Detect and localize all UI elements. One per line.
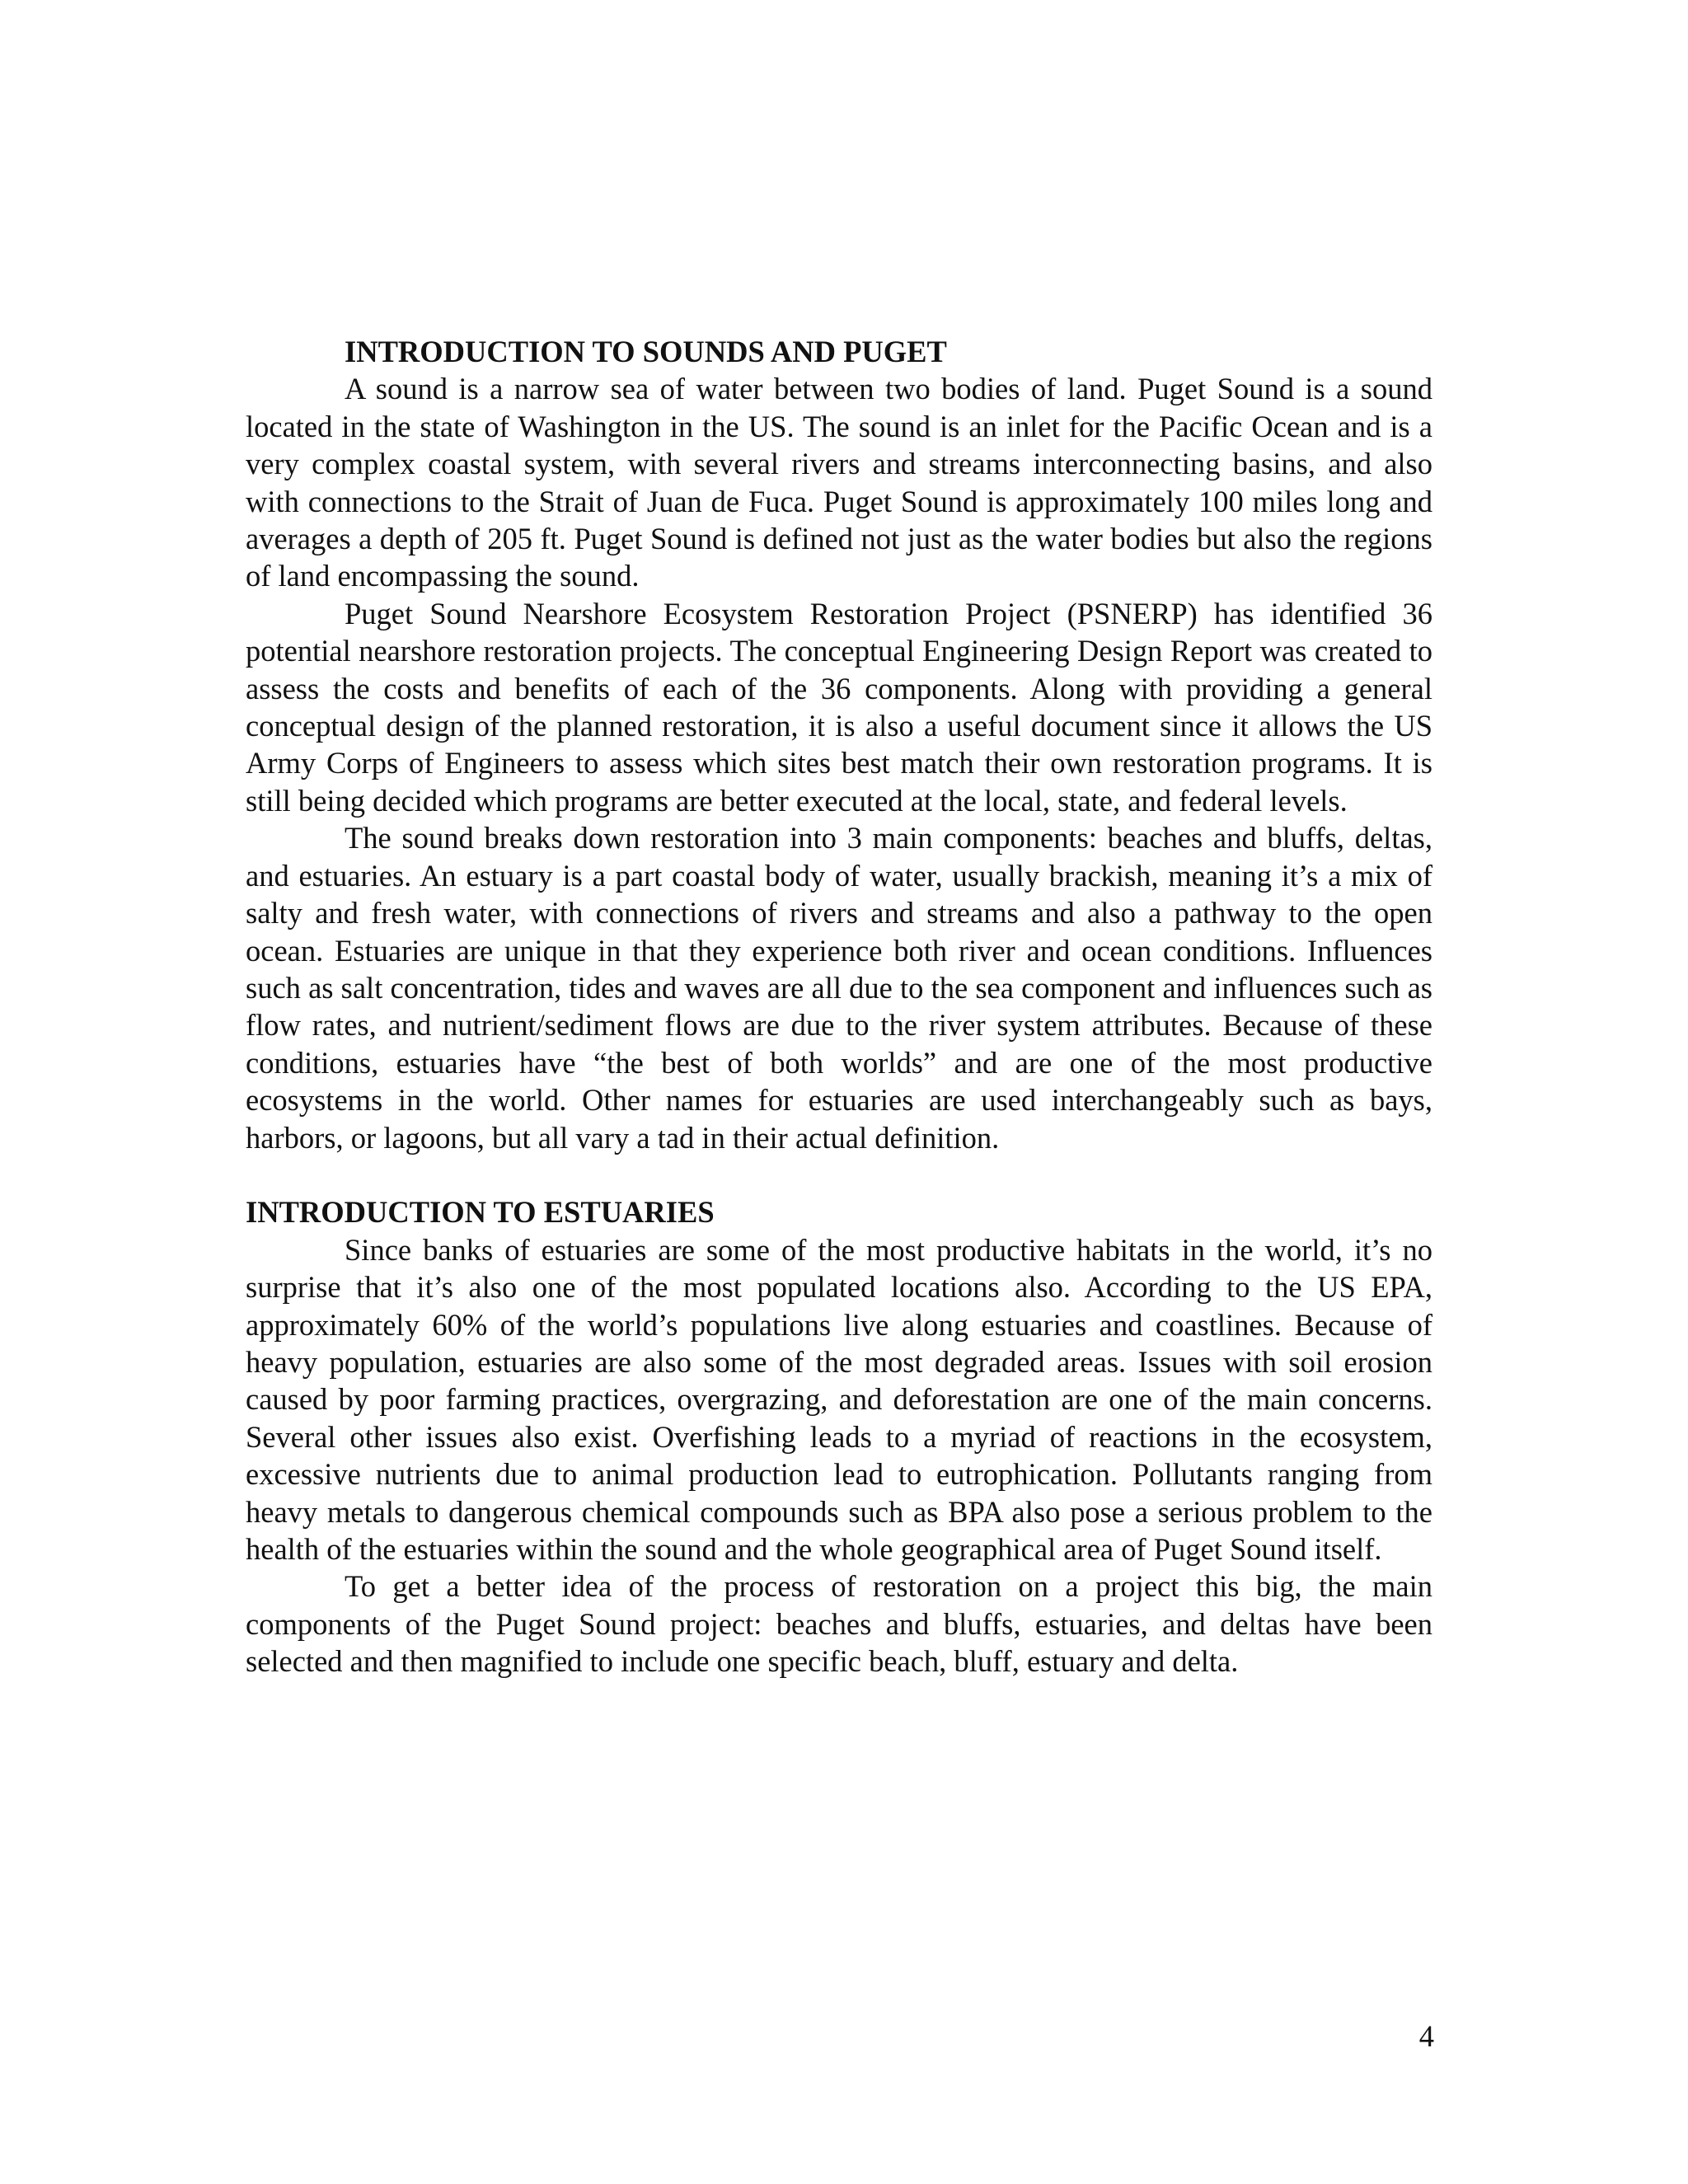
page-content [246,333,1432,1680]
section-heading-estuaries: INTRODUCTION TO ESTUARIES [246,1195,715,1230]
section-heading-sounds: INTRODUCTION TO SOUNDS AND PUGET [345,335,947,368]
page-number: 4 [1418,2019,1434,2053]
paragraph-restoration-components: The sound breaks down restoration into 3 main components: beaches and bluffs, deltas, and estuaries. An estuary is a part coastal body of water, usually brackish, meaning it’s a mix of salty and fresh water, with connections of rivers and streams and also a pathway to the open ocean. Estuaries are unique in that they experience both river and ocean conditions. Influences such as salt concentration, tides and waves are all due to the sea component and influences such as flow rates, and nutrient/sediment flows are due to the river system attributes. Because of these conditions, estuaries have “the best of both worlds” and are one of the most productive ecosystems in the world. Other names for estuaries are used interchangeably such as bays, harbors, or lagoons, but all vary a tad in their actual definition. [246,821,1432,1155]
paragraph-restoration-process: To get a better idea of the process of restoration on a project this big, the main components of the Puget Sound project: beaches and bluffs, estuaries, and deltas have been selected and then magnified to include one specific beach, bluff, estuary and delta. [246,1569,1432,1679]
paragraph-estuary-issues: Since banks of estuaries are some of the most productive habitats in the world, it’s no surprise that it’s also one of the most populated locations also. According to the US EPA, approximately 60% of the world’s populations live along estuaries and coastlines. Because of heavy population, estuaries are also some of the most degraded areas. Issues with soil erosion caused by poor farming practices, overgrazing, and deforestation are one of the main concerns. Several other issues also exist. Overfishing leads to a myriad of reactions in the ecosystem, excessive nutrients due to animal production lead to eutrophication. Pollutants ranging from heavy metals to dangerous chemical compounds such as BPA also pose a serious problem to the health of the estuaries within the sound and the whole geographical area of Puget Sound itself. [246,1232,1432,1566]
paragraph-sound-definition: A sound is a narrow sea of water between two bodies of land. Puget Sound is a sound located in the state of Washington in the US. The sound is an inlet for the Pacific Ocean and is a very complex coastal system, with several rivers and streams interconnecting basins, and also with connections to the Strait of Juan de Fuca. Puget Sound is approximately 100 miles long and averages a depth of 205 ft. Puget Sound is defined not just as the water bodies but also the regions of land encompassing the sound. [246,372,1432,593]
paragraph-psnerp: Puget Sound Nearshore Ecosystem Restoration Project (PSNERP) has identified 36 potential nearshore restoration projects. The conceptual Engineering Design Report was created to assess the costs and benefits of each of the 36 components. Along with providing a general conceptual design of the planned restoration, it is also a useful document since it allows the US Army Corps of Engineers to assess which sites best match their own restoration programs. It is still being decided which programs are better executed at the local, state, and federal levels. [246,596,1432,818]
section-spacer [246,1156,1432,1193]
